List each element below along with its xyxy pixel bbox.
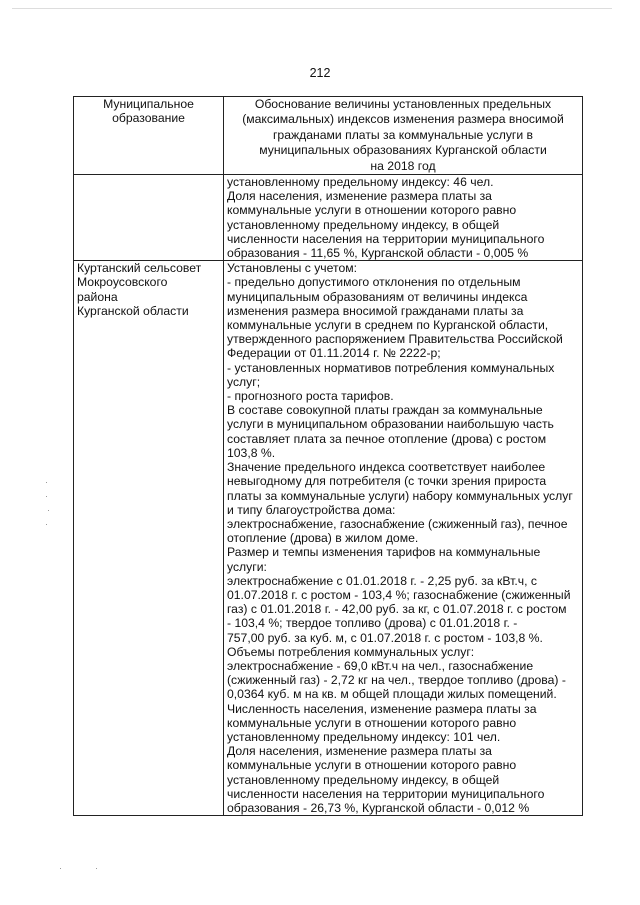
justification-line: численности населения на территории муниципального — [227, 786, 545, 801]
justification-line: (сжиженный газ) - 2,72 кг на чел., твердое топливо (дрова) - — [227, 673, 566, 688]
justification-line: Федерации от 01.11.2014 г. № 2222-р; — [227, 346, 441, 361]
justification-line: услуг; — [227, 374, 261, 389]
municipality-line: Куртанский сельсовет — [77, 261, 202, 276]
scan-speck — [46, 496, 47, 497]
scan-speck — [48, 510, 49, 511]
header-line: на 2018 год — [370, 158, 436, 173]
justification-cell — [224, 175, 583, 261]
scan-speck — [46, 524, 47, 525]
header-line: гражданами платы за коммунальные услуги в — [272, 127, 534, 142]
justification-line: утвержденного распоряжением Правительства Российской — [227, 332, 563, 347]
justification-line: отопление (дрова) в жилом доме. — [227, 531, 419, 546]
justification-line: электроснабжение с 01.01.2018 г. - 2,25 руб. за кВт.ч, с — [227, 573, 537, 588]
scan-speck — [60, 868, 61, 869]
justification-line: 01.07.2018 г. с ростом - 103,4 %; газоснабжение (сжиженный — [227, 587, 571, 602]
table-header-row — [74, 97, 583, 175]
justification-line: Доля населения, изменение размера платы за — [227, 744, 492, 759]
justification-line: электроснабжение, газоснабжение (сжиженный газ), печное — [227, 516, 568, 531]
municipality-line: района — [77, 289, 118, 304]
justification-line: невыгодному для потребителя (с точки зрения прироста — [227, 474, 547, 489]
justification-line: изменения размера вносимой гражданами платы за — [227, 303, 524, 318]
table-row — [74, 261, 583, 816]
justification-line: услуги: — [227, 559, 267, 574]
justification-line: - установленных нормативов потребления коммунальных — [227, 360, 555, 375]
header-line: Обоснование величины установленных предельных — [254, 97, 552, 111]
justification-line: численности населения на территории муниципального — [227, 231, 545, 246]
justification-line: В составе совокупной платы граждан за коммунальные — [227, 403, 543, 418]
header-line: муниципальных образованиях Курганской области — [259, 143, 547, 158]
justification-line: Значение предельного индекса соответствует наиболее — [227, 460, 546, 475]
justification-line: установленному предельному индексу: 46 чел. — [227, 175, 494, 190]
justification-line: коммунальные услуги в отношении которого равно — [227, 203, 517, 218]
header-line: образование — [112, 111, 185, 126]
tariff-index-table — [73, 96, 583, 816]
header-justification — [224, 97, 583, 175]
justification-line: коммунальные услуги в среднем по Курганской области, — [227, 318, 549, 333]
header-line: Муниципальное — [103, 97, 194, 111]
justification-line: образования - 11,65 %, Курганской области - 0,005 % — [227, 246, 529, 261]
municipality-line: Мокроусовского — [77, 275, 168, 290]
justification-line: коммунальные услуги в отношении которого равно — [227, 715, 517, 730]
justification-line: электроснабжение - 69,0 кВт.ч на чел., газоснабжение — [227, 658, 534, 673]
justification-line: составляет плата за печное отопление (дрова) с ростом — [227, 431, 547, 446]
justification-line: Объемы потребления коммунальных услуг: — [227, 644, 475, 659]
justification-line: услуги в муниципальном образовании наибольшую часть — [227, 417, 554, 432]
justification-line: Размер и темпы изменения тарифов на коммунальные — [227, 545, 541, 560]
table-row — [74, 175, 583, 261]
scan-edge-line — [12, 8, 612, 9]
justification-cell — [224, 261, 583, 816]
scan-speck — [96, 868, 97, 869]
justification-line: коммунальные услуги в отношении которого равно — [227, 758, 517, 773]
justification-line: - прогнозного роста тарифов. — [227, 389, 394, 404]
justification-line: установленному предельному индексу, в общей — [227, 217, 500, 232]
page-number: 212 — [309, 66, 331, 80]
justification-line: - предельно допустимого отклонения по отдельным — [227, 275, 521, 290]
justification-line: газ) с 01.01.2018 г. - 42,00 руб. за кг, с 01.07.2018 г. с ростом — [227, 602, 567, 617]
justification-line: - 103,4 %; твердое топливо (дрова) с 01.01.2018 г. - — [227, 616, 518, 631]
justification-line: 757,00 руб. за куб. м, с 01.07.2018 г. с ростом - 103,8 %. — [227, 630, 543, 645]
scan-speck — [46, 482, 47, 483]
header-municipality — [74, 97, 224, 175]
justification-line: установленному предельному индексу, в общей — [227, 772, 500, 787]
justification-line: муниципальным образованиям от величины индекса — [227, 289, 528, 304]
justification-line: 103,8 %. — [227, 445, 276, 460]
municipality-cell — [74, 175, 224, 261]
justification-line: Численность населения, изменение размера платы за — [227, 701, 537, 716]
municipality-line: Курганской области — [77, 303, 189, 318]
justification-line: Установлены с учетом: — [227, 261, 357, 276]
justification-line: образования - 26,73 %, Курганской области - 0,012 % — [227, 800, 530, 815]
municipality-cell — [74, 261, 224, 816]
justification-line: 0,0364 куб. м на кв. м общей площади жилых помещений. — [227, 687, 557, 702]
header-line: (максимальных) индексов изменения размера вносимой — [242, 112, 564, 127]
justification-line: и типу благоустройства дома: — [227, 502, 396, 517]
justification-line: установленному предельному индексу: 101 чел. — [227, 729, 501, 744]
justification-line: платы за коммунальные услуги) набору коммунальных услуг — [227, 488, 573, 503]
justification-line: Доля населения, изменение размера платы за — [227, 189, 492, 204]
